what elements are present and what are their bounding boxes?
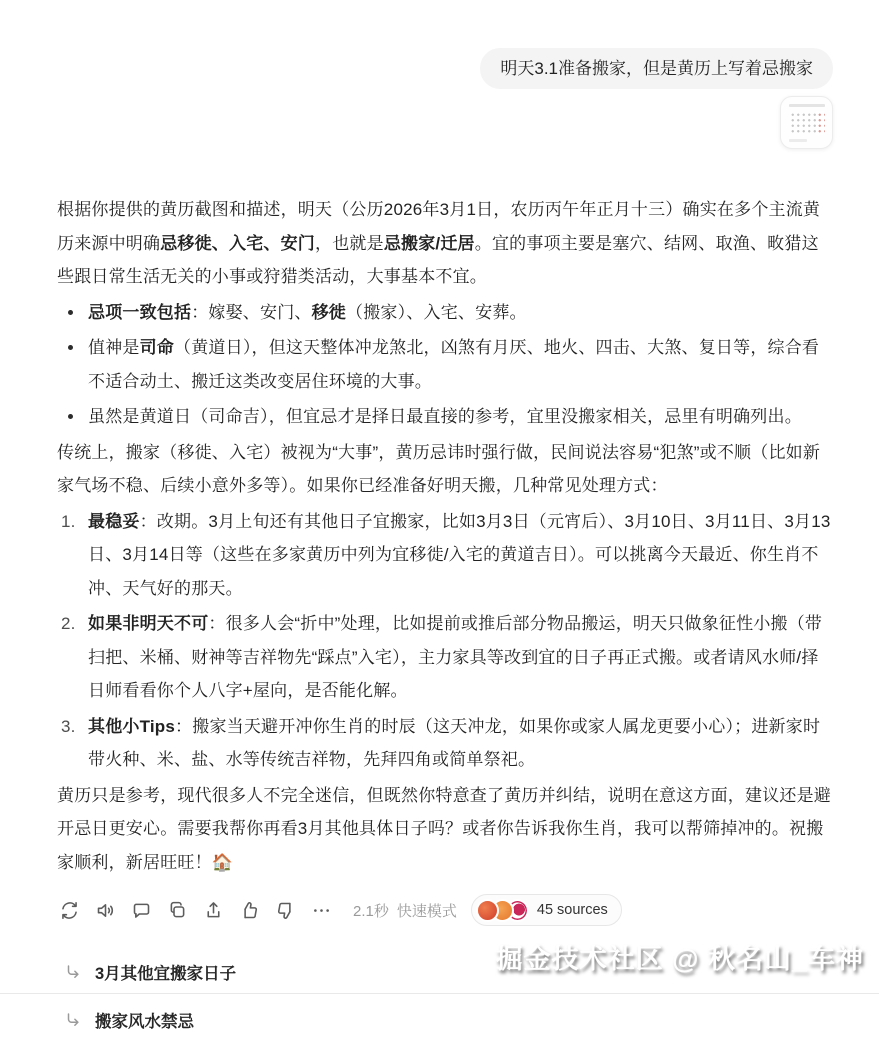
attachment-row	[0, 89, 879, 149]
share-button[interactable]	[201, 898, 225, 922]
response-toolbar	[0, 881, 879, 926]
paragraph-transition: 传统上，搬家（移徙、入宅）被视为“大事”，黄历忌讳时强行做，民间说法容易“犯煞”或不顺（比如新家气场不稳、后续小意外多等）。如果你已经准备好明天搬，几种常见处理方式：	[57, 442, 821, 495]
calendar-thumb-grid	[789, 111, 825, 135]
bullet-item-taboos: 忌项一致包括：嫁娶、安门、移徙（搬家）、入宅、安葬。	[57, 296, 833, 330]
user-message-bubble	[480, 48, 833, 89]
more-button[interactable]	[309, 898, 333, 922]
watermark: 掘金技术社区 @ 秋名山_车神	[495, 944, 864, 974]
source-favicons	[476, 899, 529, 922]
suggestion-label: 3月其他宜搬家日子	[95, 965, 237, 983]
comment-icon	[131, 900, 152, 921]
speaker-icon	[95, 900, 116, 921]
share-icon	[203, 900, 224, 921]
thumbs-up-button[interactable]	[237, 898, 261, 922]
bullet-list	[57, 296, 833, 434]
step-item-tips: 其他小Tips：搬家当天避开冲你生肖的时辰（这天冲龙，如果你或家人属龙更要小心）；进新家时带火种、米、盐、水等传统吉祥物，先拜四角或简单祭祀。	[88, 716, 821, 769]
paragraph-intro: 根据你提供的黄历截图和描述，明天（公历2026年3月1日，农历丙午年正月十三）确实在多个主流黄历来源中明确忌移徙、入宅、安门，也就是忌搬家/迁居。宜的事项主要是塞穴、结网、取渔、畋猎这些跟日常生活无关的小事或狩猎类活动，大事基本不宜。	[57, 200, 821, 286]
numbered-list	[57, 505, 833, 777]
user-message-text: 明天3.1准备搬家，但是黄历上写着忌搬家	[500, 59, 813, 78]
bullet-item-reference: 虽然是黄道日（司命吉），但宜忌才是择日最直接的参考，宜里没搬家相关，忌里有明确列出。	[57, 400, 833, 434]
calendar-thumb-footer	[789, 139, 807, 142]
bullet-item-deity: 值神是司命（黄道日），但这天整体冲龙煞北，凶煞有月厌、地火、四击、大煞、复日等，综合看不适合动土、搬迁这类改变居住环境的大事。	[57, 331, 833, 398]
calendar-thumbnail-image	[787, 103, 827, 143]
response-time: 2.1秒	[353, 902, 389, 920]
attachment-thumbnail[interactable]	[780, 96, 833, 149]
calendar-thumb-weekend-column	[816, 111, 825, 135]
copy-icon	[167, 900, 188, 921]
follow-up-suggestions	[0, 926, 879, 1044]
paragraph-closing: 黄历只是参考，现代很多人不完全迷信，但既然你特意查了黄历并纠结，说明在意这方面，建议还是避开忌日更安心。需要我帮你再看3月其他具体日子吗？或者你告诉我你生肖，我可以帮筛掉冲的。祝搬家顺利，新居旺旺！🏠	[57, 785, 831, 872]
user-message-row	[0, 0, 879, 89]
thumbs-down-button[interactable]	[273, 898, 297, 922]
regenerate-button[interactable]	[57, 898, 81, 922]
comment-button[interactable]	[129, 898, 153, 922]
step-item-compromise: 如果非明天不可：很多人会“折中”处理，比如提前或推后部分物品搬运，明天只做象征性小搬（带扫把、米桶、财神等吉祥物先“踩点”入宅），主力家具等改到宜的日子再正式搬。或者请风水师/择日师看看你个人八字+屋向，是否能化解。	[88, 614, 823, 700]
step-item-reschedule: 最稳妥：改期。3月上旬还有其他日子宜搬家，比如3月3日（元宵后）、3月10日、3月11日、3月13日、3月14日等（这些在多家黄历中列为宜移徙/入宅的黄道吉日）。可以挑离今天最近、你生肖不冲、天气好的那天。	[88, 511, 831, 598]
suggestion-moving-dates[interactable]	[57, 948, 833, 996]
copy-button[interactable]	[165, 898, 189, 922]
read-aloud-button[interactable]	[93, 898, 117, 922]
assistant-response	[0, 149, 879, 879]
sources-pill[interactable]	[471, 894, 622, 926]
more-icon	[311, 900, 332, 921]
branch-arrow-icon	[64, 963, 82, 981]
thumbs-down-icon	[275, 900, 296, 921]
calendar-thumb-header	[789, 104, 825, 107]
sources-count-label: 45 sources	[536, 902, 608, 918]
branch-arrow-icon	[64, 1011, 82, 1029]
regenerate-icon	[59, 900, 80, 921]
suggestion-label: 搬家风水禁忌	[95, 1013, 194, 1031]
source-favicon-1	[476, 899, 499, 922]
suggestion-fengshui-taboos[interactable]	[57, 996, 833, 1044]
mode-label: 快速模式	[396, 902, 457, 920]
thumbs-up-icon	[239, 900, 260, 921]
